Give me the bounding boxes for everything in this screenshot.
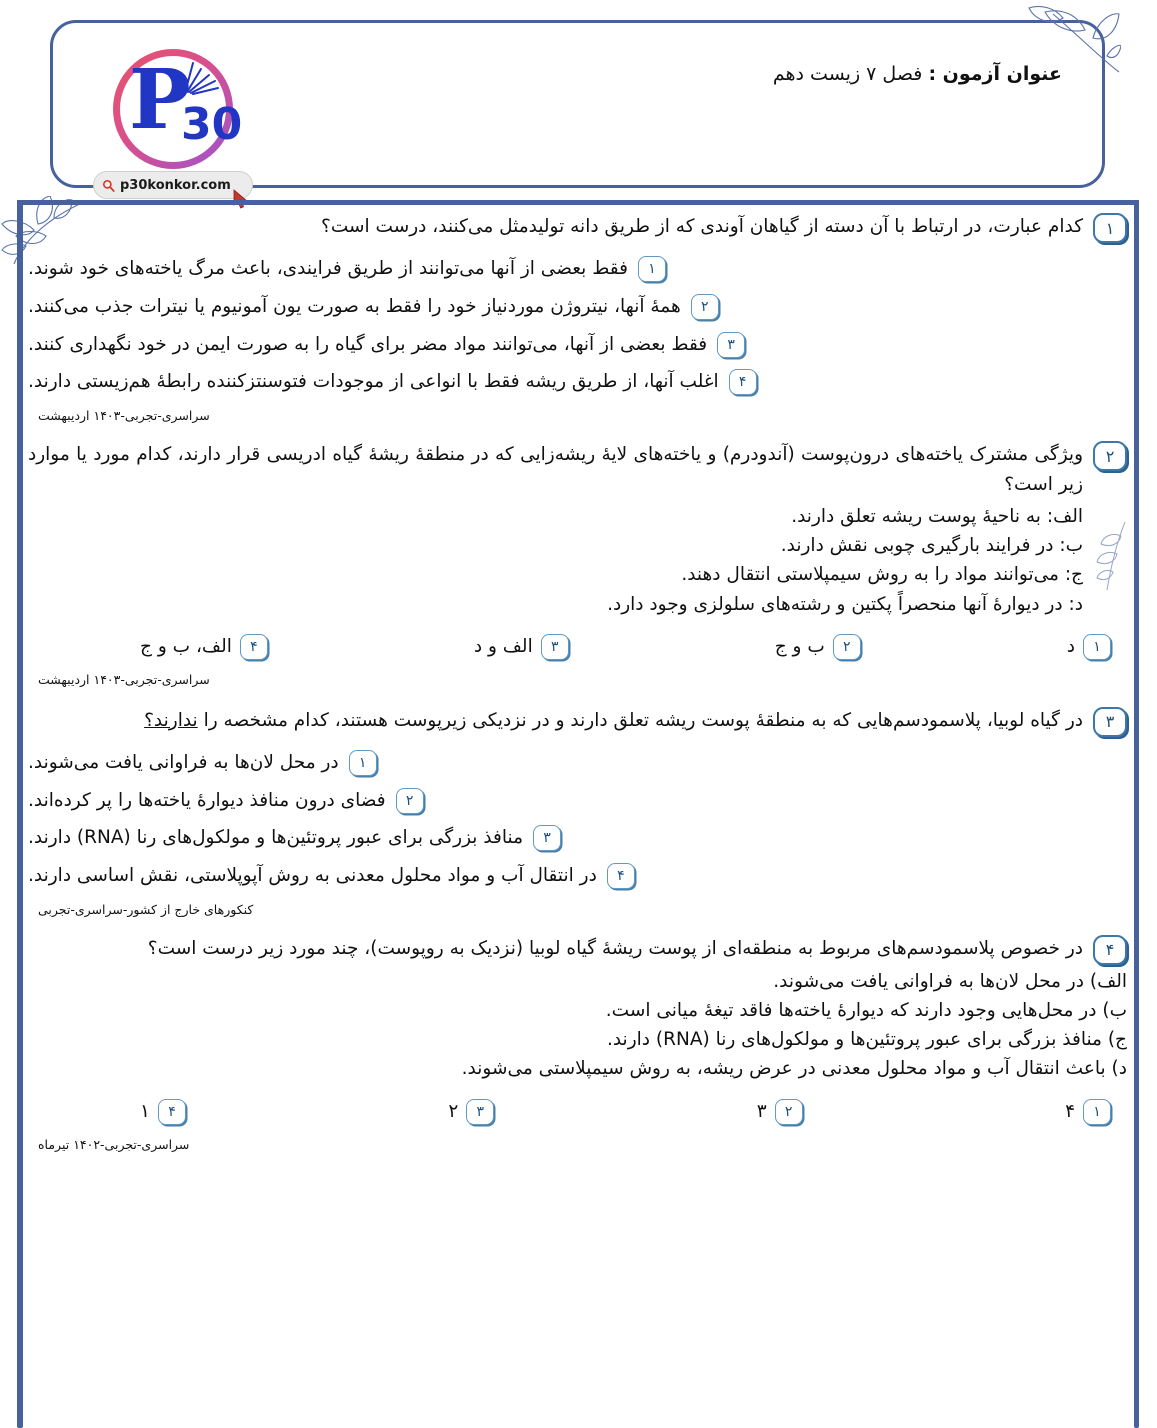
option-row[interactable] (140, 1098, 186, 1125)
option-number-badge: ۳ (541, 634, 569, 660)
question-3-options (28, 749, 1127, 890)
book-burst-icon (179, 59, 221, 99)
option-text: همهٔ آنها، نیتروژن موردنیاز خود را فقط به صورت یون آمونیوم یا نیترات جذب می‌کنند. (28, 295, 681, 317)
option-text: ۳ (756, 1100, 767, 1122)
subitem: د) باعث انتقال آب و مواد محلول معدنی در عرض ریشه، به روش سیمپلاستی می‌شوند. (461, 1058, 1127, 1080)
option-row[interactable] (28, 787, 1127, 815)
option-row[interactable] (775, 633, 861, 660)
option-number-badge: ۲ (396, 788, 424, 814)
option-row[interactable] (28, 255, 1127, 283)
option-row[interactable] (28, 331, 1127, 359)
option-text: منافذ بزرگی برای عبور پروتئین‌ها و مولکول‌های رنا (RNA) دارند. (28, 827, 523, 849)
option-text: فقط بعضی از آنها، می‌توانند مواد مضر برای گیاه را به صورت ایمن در خود نگهداری کنند. (28, 333, 708, 355)
question-2-source (28, 672, 1127, 694)
option-text: ۱ (140, 1100, 150, 1122)
option-number-badge: ۲ (775, 1099, 803, 1125)
option-number-badge: ۳ (466, 1099, 494, 1125)
header-divider (17, 200, 1139, 205)
question-2-subitems (28, 502, 1127, 619)
option-row[interactable] (448, 1098, 494, 1125)
option-text: فضای درون منافذ دیوارهٔ یاخته‌ها را پر کرده‌اند. (28, 789, 386, 811)
question-stem: در خصوص پلاسمودسم‌های مربوط به منطقه‌ای از پوست ریشهٔ گیاه لوبیا (نزدیک به روپوست)، چند مورد زیر درست است؟ (147, 937, 1083, 959)
logo-letter: P (129, 52, 187, 148)
question-number-badge: ۳ (1093, 707, 1127, 737)
site-logo (81, 41, 281, 211)
option-number-badge: ۱ (638, 256, 666, 282)
left-border-rule (17, 200, 23, 1428)
option-text: ب و ج (774, 635, 825, 657)
option-row[interactable] (28, 862, 1127, 890)
option-number-badge: ۴ (240, 634, 268, 660)
site-url-text: p30konkor.com (120, 177, 231, 193)
question-stem-main: در گیاه لوبیا، پلاسمودسم‌هایی که به منطقهٔ پوست ریشه تعلق دارند و در نزدیکی زیرپوست هستند، کدام مشخصه را (197, 709, 1083, 731)
page-title-label: عنوان آزمون : (928, 63, 1062, 85)
option-number-badge: ۳ (717, 332, 745, 358)
logo-number: 30 (181, 99, 243, 150)
option-text: فقط بعضی از آنها می‌توانند از طریق فرایندی، باعث مرگ یاخته‌های خود شوند. (28, 258, 628, 279)
option-row[interactable] (28, 824, 1127, 852)
option-row[interactable] (1065, 1098, 1111, 1125)
question-block-3 (28, 706, 1127, 924)
option-text: د (1066, 635, 1075, 657)
question-block-2 (28, 440, 1127, 694)
question-4-source (28, 1137, 1127, 1159)
question-stem: کدام عبارت، در ارتباط با آن دسته از گیاهان آوندی که از طریق دانه تولیدمثل می‌کنند، درست است؟ (321, 216, 1083, 237)
question-1-head (28, 212, 1127, 243)
question-3-head (28, 706, 1127, 737)
question-block-1 (28, 212, 1127, 430)
option-number-badge: ۴ (158, 1099, 186, 1125)
subitem: الف: به ناحیهٔ پوست ریشه تعلق دارند. (791, 505, 1083, 527)
option-number-badge: ۴ (607, 863, 635, 889)
subitem: ب) در محل‌هایی وجود دارند که دیوارهٔ یاخته‌ها فاقد تیغهٔ میانی است. (605, 1000, 1127, 1022)
question-number-badge: ۱ (1093, 213, 1127, 243)
option-number-badge: ۱ (349, 750, 377, 776)
option-text: در انتقال آب و مواد محلول معدنی به روش آپوپلاستی، نقش اساسی دارند. (28, 865, 597, 887)
question-block-4 (28, 934, 1127, 1159)
option-number-badge: ۲ (691, 294, 719, 320)
option-number-badge: ۱ (1083, 1099, 1111, 1125)
question-2-options (28, 633, 1127, 660)
question-4-options (28, 1098, 1127, 1125)
right-border-rule (1134, 200, 1139, 1428)
option-text: ۲ (448, 1100, 459, 1122)
site-url-pill[interactable] (93, 171, 253, 199)
source-text: کنکورهای خارج از کشور-سراسری-تجربی (38, 901, 254, 917)
question-stem: ویژگی مشترک یاخته‌های درون‌پوست (آندودرم) و یاخته‌های لایهٔ ریشه‌زایی که در منطقهٔ ریشهٔ گیاه ادریسی قرار دارند، کدام مورد یا موارد زیر است؟ (28, 444, 1083, 495)
questions-container (28, 212, 1127, 1428)
option-number-badge: ۲ (833, 634, 861, 660)
source-text: سراسری-تجربی-۱۴۰۳ اردیبهشت (38, 671, 210, 687)
option-text: الف و د (473, 635, 533, 657)
page-title (773, 63, 1062, 85)
source-text: سراسری-تجربی-۱۴۰۲ تیرماه (38, 1136, 190, 1152)
question-2-head (28, 440, 1127, 500)
question-number-badge: ۲ (1093, 441, 1127, 471)
option-number-badge: ۳ (533, 825, 561, 851)
option-number-badge: ۴ (729, 369, 757, 395)
subitem: ب: در فرایند بارگیری چوبی نقش دارند. (780, 535, 1083, 557)
option-row[interactable] (28, 749, 1127, 777)
subitem: ج: می‌توانند مواد را به روش سیمپلاستی انتقال دهند. (681, 564, 1083, 586)
question-1-options (28, 255, 1127, 396)
header-card (50, 20, 1105, 193)
subitem: ج) منافذ بزرگی برای عبور پروتئین‌ها و مولکول‌های رنا (RNA) دارند. (606, 1029, 1127, 1051)
option-number-badge: ۱ (1083, 634, 1111, 660)
question-stem (28, 706, 1083, 736)
question-4-subitems (28, 967, 1127, 1084)
question-number-badge: ۴ (1093, 935, 1127, 965)
option-row[interactable] (28, 368, 1127, 396)
option-text: ۴ (1065, 1100, 1075, 1122)
option-text: در محل لان‌ها به فراوانی یافت می‌شوند. (28, 751, 339, 773)
subitem: الف) در محل لان‌ها به فراوانی یافت می‌شوند. (773, 970, 1127, 992)
option-text: الف، ب و ج (140, 635, 232, 657)
option-row[interactable] (1067, 633, 1111, 660)
option-text: اغلب آنها، از طریق ریشه فقط با انواعی از موجودات فتوسنتزکننده رابطهٔ هم‌زیستی دارند. (28, 371, 719, 393)
question-stem-underlined: ندارند؟ (144, 709, 198, 731)
option-row[interactable] (474, 633, 569, 660)
subitem: د: در دیوارهٔ آنها منحصراً پکتین و رشته‌های سلولزی وجود دارد. (607, 593, 1083, 615)
question-3-source (28, 902, 1127, 924)
question-4-head (28, 934, 1127, 965)
option-row[interactable] (140, 633, 268, 660)
source-text: سراسری-تجربی-۱۴۰۳ اردیبهشت (38, 408, 210, 423)
question-1-source (28, 408, 1127, 430)
page-title-value: فصل ۷ زیست دهم (772, 63, 923, 85)
option-row[interactable] (757, 1098, 803, 1125)
search-icon (102, 179, 115, 192)
option-row[interactable] (28, 293, 1127, 321)
